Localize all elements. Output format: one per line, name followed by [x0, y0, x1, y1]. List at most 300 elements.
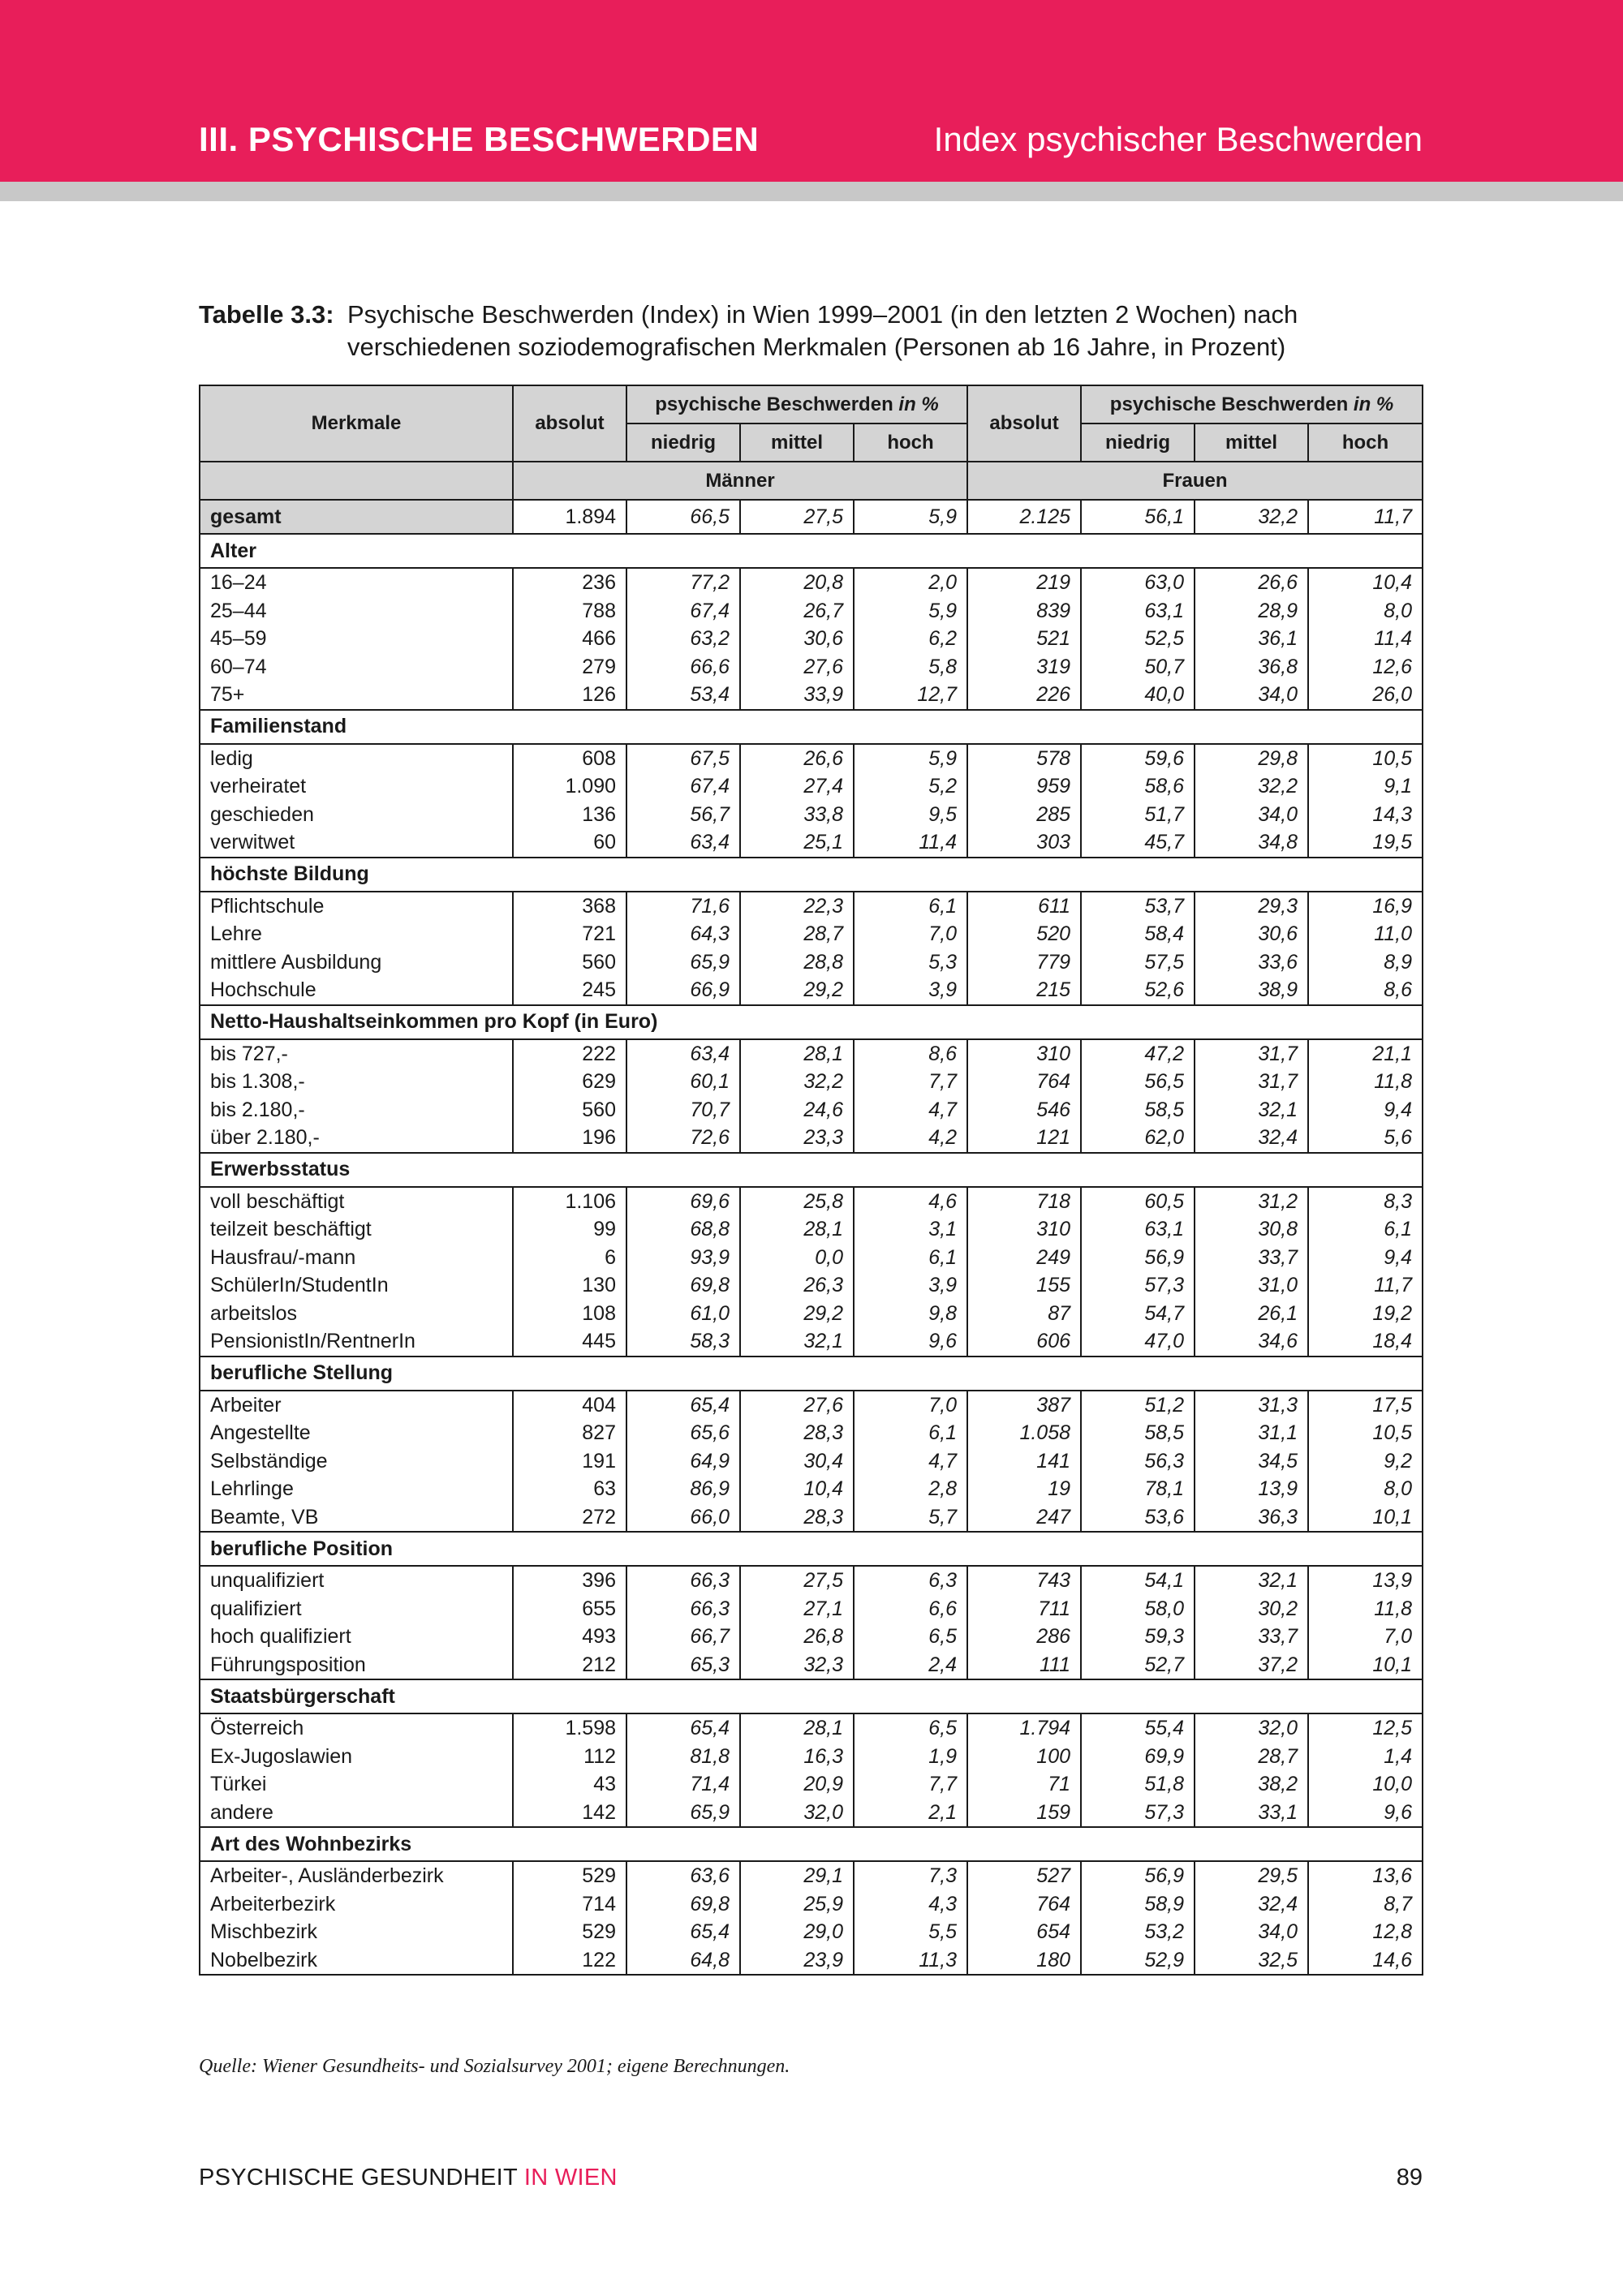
cell-mittel-m: 28,7 — [740, 920, 854, 948]
cell-absolut-w: 310 — [967, 1039, 1081, 1068]
cell-absolut-w: 215 — [967, 976, 1081, 1005]
cell-mittel-m: 20,9 — [740, 1770, 854, 1799]
cell-hoch-m: 4,3 — [854, 1890, 967, 1919]
cell-hoch-m: 7,7 — [854, 1068, 967, 1096]
cell-absolut-w: 249 — [967, 1244, 1081, 1272]
cell-mittel-m: 27,6 — [740, 653, 854, 681]
cell-absolut-w: 1.794 — [967, 1713, 1081, 1743]
cell-absolut-w: 121 — [967, 1124, 1081, 1153]
table-row — [200, 1068, 1423, 1096]
cell-hoch-m: 9,8 — [854, 1300, 967, 1328]
cell-hoch-w: 12,8 — [1308, 1918, 1423, 1946]
cell-niedrig-m: 65,4 — [626, 1391, 740, 1420]
cell-hoch-w: 16,9 — [1308, 892, 1423, 921]
cell-hoch-m: 5,8 — [854, 653, 967, 681]
cell-absolut-m: 1.106 — [513, 1187, 626, 1216]
cell-absolut-m: 629 — [513, 1068, 626, 1096]
group-title: Erwerbsstatus — [200, 1153, 1423, 1187]
cell-hoch-m: 6,1 — [854, 1419, 967, 1447]
table-row — [200, 1096, 1423, 1124]
cell-absolut-w: 743 — [967, 1566, 1081, 1595]
cell-mittel-w: 29,8 — [1195, 744, 1308, 773]
cell-niedrig-m: 65,6 — [626, 1419, 740, 1447]
group-header-row — [200, 1357, 1423, 1391]
cell-niedrig-w: 51,2 — [1081, 1391, 1195, 1420]
cell-absolut-w: 141 — [967, 1447, 1081, 1476]
cell-absolut-w: 310 — [967, 1215, 1081, 1244]
cell-mittel-w: 30,2 — [1195, 1595, 1308, 1623]
cell-hoch-w: 10,1 — [1308, 1651, 1423, 1680]
cell-absolut-w: 611 — [967, 892, 1081, 921]
cell-niedrig-w: 56,5 — [1081, 1068, 1195, 1096]
row-label: bis 2.180,- — [200, 1096, 513, 1124]
cell-absolut-w: 285 — [967, 801, 1081, 829]
cell-niedrig-m: 56,7 — [626, 801, 740, 829]
footer-title — [199, 2165, 618, 2191]
cell-niedrig-m: 65,4 — [626, 1918, 740, 1946]
row-label: voll beschäftigt — [200, 1187, 513, 1216]
row-label: 25–44 — [200, 597, 513, 626]
cell-niedrig-m: 77,2 — [626, 568, 740, 597]
cell-absolut-w: 87 — [967, 1300, 1081, 1328]
cell-absolut-m: 493 — [513, 1623, 626, 1651]
cell-hoch-w: 9,1 — [1308, 772, 1423, 801]
cell-hoch-m: 5,2 — [854, 772, 967, 801]
row-label: Lehrlinge — [200, 1475, 513, 1503]
cell-hoch-m: 3,1 — [854, 1215, 967, 1244]
cell-hoch-m: 12,7 — [854, 681, 967, 710]
table-caption — [199, 299, 1424, 363]
group-header-row — [200, 1679, 1423, 1713]
cell-hoch-m: 6,2 — [854, 625, 967, 653]
cell-niedrig-m: 64,9 — [626, 1447, 740, 1476]
row-label: Ex-Jugoslawien — [200, 1743, 513, 1771]
cell-hoch-w: 8,3 — [1308, 1187, 1423, 1216]
cell-mittel-m: 25,9 — [740, 1890, 854, 1919]
cell-absolut-w: 764 — [967, 1890, 1081, 1919]
cell-hoch-w: 9,4 — [1308, 1096, 1423, 1124]
cell-mittel-m: 29,2 — [740, 1300, 854, 1328]
cell-niedrig-m: 63,6 — [626, 1861, 740, 1890]
cell-hoch-m: 9,5 — [854, 801, 967, 829]
cell-mittel-m: 26,6 — [740, 744, 854, 773]
cell-absolut-m: 1.894 — [513, 500, 626, 534]
cell-absolut-w: 521 — [967, 625, 1081, 653]
cell-niedrig-m: 58,3 — [626, 1327, 740, 1357]
cell-niedrig-w: 60,5 — [1081, 1187, 1195, 1216]
cell-hoch-m: 2,8 — [854, 1475, 967, 1503]
cell-hoch-w: 9,2 — [1308, 1447, 1423, 1476]
cell-hoch-m: 11,3 — [854, 1946, 967, 1976]
cell-mittel-w: 28,9 — [1195, 597, 1308, 626]
cell-absolut-w: 286 — [967, 1623, 1081, 1651]
row-label: Österreich — [200, 1713, 513, 1743]
table-row — [200, 801, 1423, 829]
cell-hoch-w: 8,6 — [1308, 976, 1423, 1005]
cell-hoch-m: 6,5 — [854, 1713, 967, 1743]
table-row — [200, 1651, 1423, 1680]
cell-hoch-w: 19,5 — [1308, 828, 1423, 858]
row-label: bis 727,- — [200, 1039, 513, 1068]
cell-mittel-m: 27,6 — [740, 1391, 854, 1420]
cell-hoch-m: 4,2 — [854, 1124, 967, 1153]
cell-niedrig-m: 65,9 — [626, 948, 740, 977]
row-label: teilzeit beschäftigt — [200, 1215, 513, 1244]
cell-mittel-m: 28,3 — [740, 1503, 854, 1533]
page-number: 89 — [1396, 2165, 1423, 2191]
header-niedrig-women: niedrig — [1081, 424, 1195, 462]
cell-mittel-m: 10,4 — [740, 1475, 854, 1503]
cell-niedrig-w: 56,1 — [1081, 500, 1195, 534]
table-row — [200, 1244, 1423, 1272]
source-note: Quelle: Wiener Gesundheits- und Sozialsurvey 2001; eigene Berechnungen. — [199, 2056, 790, 2077]
table-row — [200, 1187, 1423, 1216]
cell-hoch-m: 4,7 — [854, 1096, 967, 1124]
table-row — [200, 1770, 1423, 1799]
cell-mittel-m: 33,8 — [740, 801, 854, 829]
cell-mittel-m: 24,6 — [740, 1096, 854, 1124]
table-row — [200, 1743, 1423, 1771]
cell-hoch-m: 1,9 — [854, 1743, 967, 1771]
cell-niedrig-w: 53,2 — [1081, 1918, 1195, 1946]
cell-absolut-m: 1.090 — [513, 772, 626, 801]
row-label: arbeitslos — [200, 1300, 513, 1328]
row-label: 75+ — [200, 681, 513, 710]
cell-absolut-w: 520 — [967, 920, 1081, 948]
cell-hoch-w: 14,6 — [1308, 1946, 1423, 1976]
table-row — [200, 625, 1423, 653]
cell-niedrig-m: 67,4 — [626, 597, 740, 626]
cell-absolut-w: 527 — [967, 1861, 1081, 1890]
row-label: gesamt — [200, 500, 513, 534]
cell-hoch-m: 6,1 — [854, 892, 967, 921]
cell-absolut-w: 839 — [967, 597, 1081, 626]
cell-hoch-w: 12,5 — [1308, 1713, 1423, 1743]
table-row — [200, 1595, 1423, 1623]
group-title: Familienstand — [200, 710, 1423, 744]
cell-hoch-w: 9,4 — [1308, 1244, 1423, 1272]
cell-niedrig-w: 51,7 — [1081, 801, 1195, 829]
row-label: SchülerIn/StudentIn — [200, 1271, 513, 1300]
cell-hoch-m: 4,7 — [854, 1447, 967, 1476]
cell-niedrig-w: 56,9 — [1081, 1244, 1195, 1272]
cell-mittel-m: 23,3 — [740, 1124, 854, 1153]
header-group-women-text: psychische Beschwerden — [1109, 393, 1349, 415]
cell-absolut-w: 1.058 — [967, 1419, 1081, 1447]
cell-niedrig-w: 58,5 — [1081, 1096, 1195, 1124]
cell-hoch-m: 7,7 — [854, 1770, 967, 1799]
cell-hoch-m: 4,6 — [854, 1187, 967, 1216]
cell-niedrig-w: 63,0 — [1081, 568, 1195, 597]
cell-niedrig-m: 60,1 — [626, 1068, 740, 1096]
cell-hoch-w: 9,6 — [1308, 1799, 1423, 1828]
cell-mittel-w: 33,7 — [1195, 1623, 1308, 1651]
cell-niedrig-w: 57,5 — [1081, 948, 1195, 977]
cell-absolut-w: 319 — [967, 653, 1081, 681]
cell-niedrig-w: 78,1 — [1081, 1475, 1195, 1503]
cell-hoch-m: 5,9 — [854, 744, 967, 773]
table-row — [200, 1419, 1423, 1447]
cell-niedrig-w: 63,1 — [1081, 1215, 1195, 1244]
row-label: verheiratet — [200, 772, 513, 801]
table-row — [200, 1039, 1423, 1068]
cell-niedrig-w: 57,3 — [1081, 1799, 1195, 1828]
row-label: Lehre — [200, 920, 513, 948]
cell-hoch-m: 5,9 — [854, 597, 967, 626]
cell-mittel-m: 27,1 — [740, 1595, 854, 1623]
header-hoch-men: hoch — [854, 424, 967, 462]
cell-mittel-m: 32,1 — [740, 1327, 854, 1357]
group-title: berufliche Stellung — [200, 1357, 1423, 1391]
table-row — [200, 976, 1423, 1005]
cell-niedrig-w: 51,8 — [1081, 1770, 1195, 1799]
cell-absolut-m: 560 — [513, 948, 626, 977]
cell-niedrig-m: 64,3 — [626, 920, 740, 948]
cell-niedrig-w: 52,9 — [1081, 1946, 1195, 1976]
table-row — [200, 597, 1423, 626]
row-label: Führungsposition — [200, 1651, 513, 1680]
row-label: 45–59 — [200, 625, 513, 653]
group-title: Staatsbürgerschaft — [200, 1679, 1423, 1713]
cell-absolut-w: 303 — [967, 828, 1081, 858]
cell-niedrig-w: 69,9 — [1081, 1743, 1195, 1771]
cell-mittel-w: 31,7 — [1195, 1068, 1308, 1096]
cell-mittel-m: 26,7 — [740, 597, 854, 626]
cell-niedrig-m: 63,4 — [626, 828, 740, 858]
cell-mittel-m: 26,8 — [740, 1623, 854, 1651]
header-absolut-women: absolut — [967, 385, 1081, 462]
cell-hoch-m: 5,5 — [854, 1918, 967, 1946]
cell-mittel-w: 37,2 — [1195, 1651, 1308, 1680]
cell-niedrig-m: 69,8 — [626, 1890, 740, 1919]
cell-niedrig-w: 52,5 — [1081, 625, 1195, 653]
row-label: Arbeiterbezirk — [200, 1890, 513, 1919]
row-label: Pflichtschule — [200, 892, 513, 921]
group-header-row — [200, 1532, 1423, 1566]
header-rule — [0, 182, 1623, 201]
cell-niedrig-w: 53,7 — [1081, 892, 1195, 921]
cell-niedrig-m: 67,5 — [626, 744, 740, 773]
cell-mittel-m: 28,1 — [740, 1713, 854, 1743]
table-row — [200, 1391, 1423, 1420]
cell-mittel-w: 38,9 — [1195, 976, 1308, 1005]
cell-niedrig-w: 47,0 — [1081, 1327, 1195, 1357]
cell-absolut-m: 122 — [513, 1946, 626, 1976]
cell-niedrig-m: 61,0 — [626, 1300, 740, 1328]
cell-absolut-m: 212 — [513, 1651, 626, 1680]
cell-niedrig-m: 53,4 — [626, 681, 740, 710]
cell-niedrig-m: 63,2 — [626, 625, 740, 653]
row-label: Angestellte — [200, 1419, 513, 1447]
cell-absolut-m: 721 — [513, 920, 626, 948]
cell-niedrig-m: 66,0 — [626, 1503, 740, 1533]
cell-mittel-m: 28,1 — [740, 1039, 854, 1068]
row-label: Arbeiter — [200, 1391, 513, 1420]
cell-mittel-w: 34,0 — [1195, 1918, 1308, 1946]
row-label: Nobelbezirk — [200, 1946, 513, 1976]
cell-absolut-m: 130 — [513, 1271, 626, 1300]
cell-mittel-w: 30,6 — [1195, 920, 1308, 948]
header-group-men-text: psychische Beschwerden — [655, 393, 893, 415]
cell-niedrig-w: 58,5 — [1081, 1419, 1195, 1447]
cell-hoch-w: 11,7 — [1308, 500, 1423, 534]
cell-absolut-m: 272 — [513, 1503, 626, 1533]
cell-hoch-w: 14,3 — [1308, 801, 1423, 829]
cell-hoch-w: 5,6 — [1308, 1124, 1423, 1153]
table-row — [200, 568, 1423, 597]
cell-mittel-m: 27,5 — [740, 1566, 854, 1595]
row-label: 16–24 — [200, 568, 513, 597]
cell-mittel-w: 34,8 — [1195, 828, 1308, 858]
table-row — [200, 1503, 1423, 1533]
cell-absolut-m: 236 — [513, 568, 626, 597]
table-row — [200, 1799, 1423, 1828]
table-row — [200, 653, 1423, 681]
footer-title-highlight: IN WIEN — [523, 2165, 618, 2191]
cell-absolut-m: 63 — [513, 1475, 626, 1503]
cell-hoch-m: 6,5 — [854, 1623, 967, 1651]
row-label: Türkei — [200, 1770, 513, 1799]
row-label: Hausfrau/-mann — [200, 1244, 513, 1272]
table-row — [200, 920, 1423, 948]
cell-mittel-w: 34,0 — [1195, 801, 1308, 829]
cell-absolut-w: 155 — [967, 1271, 1081, 1300]
cell-niedrig-m: 68,8 — [626, 1215, 740, 1244]
cell-mittel-m: 22,3 — [740, 892, 854, 921]
cell-absolut-w: 387 — [967, 1391, 1081, 1420]
cell-mittel-w: 28,7 — [1195, 1743, 1308, 1771]
header-group-women — [1081, 385, 1423, 424]
cell-hoch-m: 11,4 — [854, 828, 967, 858]
row-label: Hochschule — [200, 976, 513, 1005]
cell-niedrig-m: 71,6 — [626, 892, 740, 921]
row-label: andere — [200, 1799, 513, 1828]
cell-hoch-w: 13,9 — [1308, 1566, 1423, 1595]
cell-hoch-w: 10,5 — [1308, 1419, 1423, 1447]
total-row — [200, 500, 1423, 534]
header-empty — [200, 462, 513, 500]
cell-niedrig-w: 55,4 — [1081, 1713, 1195, 1743]
cell-mittel-w: 32,1 — [1195, 1096, 1308, 1124]
cell-mittel-w: 31,3 — [1195, 1391, 1308, 1420]
cell-mittel-w: 32,4 — [1195, 1890, 1308, 1919]
cell-hoch-m: 5,9 — [854, 500, 967, 534]
cell-absolut-m: 788 — [513, 597, 626, 626]
table-row — [200, 1713, 1423, 1743]
cell-absolut-m: 608 — [513, 744, 626, 773]
group-header-row — [200, 1005, 1423, 1039]
cell-mittel-w: 31,2 — [1195, 1187, 1308, 1216]
cell-mittel-w: 32,1 — [1195, 1566, 1308, 1595]
table-row — [200, 1300, 1423, 1328]
cell-absolut-w: 219 — [967, 568, 1081, 597]
row-label: mittlere Ausbildung — [200, 948, 513, 977]
data-table — [199, 385, 1423, 1976]
cell-niedrig-m: 69,6 — [626, 1187, 740, 1216]
cell-mittel-w: 29,5 — [1195, 1861, 1308, 1890]
row-label: 60–74 — [200, 653, 513, 681]
cell-niedrig-w: 56,3 — [1081, 1447, 1195, 1476]
row-label: Mischbezirk — [200, 1918, 513, 1946]
cell-hoch-w: 10,4 — [1308, 568, 1423, 597]
cell-hoch-w: 21,1 — [1308, 1039, 1423, 1068]
cell-mittel-m: 32,0 — [740, 1799, 854, 1828]
cell-hoch-w: 18,4 — [1308, 1327, 1423, 1357]
cell-mittel-w: 34,0 — [1195, 681, 1308, 710]
row-label: geschieden — [200, 801, 513, 829]
cell-hoch-m: 6,1 — [854, 1244, 967, 1272]
table-row — [200, 744, 1423, 773]
header-group-men-unit: in % — [898, 393, 939, 415]
cell-absolut-w: 100 — [967, 1743, 1081, 1771]
table-row — [200, 681, 1423, 710]
cell-mittel-m: 29,0 — [740, 1918, 854, 1946]
row-label: hoch qualifiziert — [200, 1623, 513, 1651]
cell-niedrig-m: 71,4 — [626, 1770, 740, 1799]
cell-absolut-w: 71 — [967, 1770, 1081, 1799]
cell-absolut-m: 279 — [513, 653, 626, 681]
cell-hoch-m: 2,1 — [854, 1799, 967, 1828]
table-row — [200, 1566, 1423, 1595]
cell-niedrig-w: 53,6 — [1081, 1503, 1195, 1533]
table-row — [200, 1447, 1423, 1476]
cell-mittel-m: 25,1 — [740, 828, 854, 858]
caption-text: Psychische Beschwerden (Index) in Wien 1999–2001 (in den letzten 2 Wochen) nach verschiedenen soziodemografischen Merkmalen (Personen ab 16 Jahre, in Prozent) — [347, 300, 1298, 361]
row-label: Arbeiter-, Ausländerbezirk — [200, 1861, 513, 1890]
cell-mittel-w: 33,6 — [1195, 948, 1308, 977]
cell-hoch-w: 8,0 — [1308, 1475, 1423, 1503]
cell-absolut-w: 578 — [967, 744, 1081, 773]
cell-mittel-m: 30,4 — [740, 1447, 854, 1476]
cell-hoch-m: 9,6 — [854, 1327, 967, 1357]
cell-niedrig-w: 45,7 — [1081, 828, 1195, 858]
group-header-row — [200, 710, 1423, 744]
cell-hoch-w: 8,0 — [1308, 597, 1423, 626]
group-header-row — [200, 858, 1423, 892]
table-row — [200, 1475, 1423, 1503]
cell-niedrig-m: 65,9 — [626, 1799, 740, 1828]
header-group-women-unit: in % — [1353, 393, 1394, 415]
cell-niedrig-w: 54,1 — [1081, 1566, 1195, 1595]
cell-hoch-m: 7,0 — [854, 920, 967, 948]
cell-niedrig-m: 65,3 — [626, 1651, 740, 1680]
cell-mittel-m: 30,6 — [740, 625, 854, 653]
table-row — [200, 1918, 1423, 1946]
cell-niedrig-m: 67,4 — [626, 772, 740, 801]
cell-niedrig-w: 59,3 — [1081, 1623, 1195, 1651]
cell-niedrig-m: 66,7 — [626, 1623, 740, 1651]
group-title: Netto-Haushaltseinkommen pro Kopf (in Euro) — [200, 1005, 1423, 1039]
group-title: Alter — [200, 534, 1423, 568]
cell-absolut-m: 108 — [513, 1300, 626, 1328]
cell-niedrig-w: 62,0 — [1081, 1124, 1195, 1153]
cell-hoch-w: 7,0 — [1308, 1623, 1423, 1651]
cell-hoch-m: 6,3 — [854, 1566, 967, 1595]
cell-mittel-m: 27,4 — [740, 772, 854, 801]
header-women: Frauen — [967, 462, 1423, 500]
cell-absolut-m: 196 — [513, 1124, 626, 1153]
cell-absolut-m: 529 — [513, 1918, 626, 1946]
cell-absolut-m: 404 — [513, 1391, 626, 1420]
cell-niedrig-m: 70,7 — [626, 1096, 740, 1124]
cell-absolut-m: 560 — [513, 1096, 626, 1124]
table-row — [200, 1946, 1423, 1976]
cell-niedrig-m: 81,8 — [626, 1743, 740, 1771]
header-merkmale: Merkmale — [200, 385, 513, 462]
cell-mittel-m: 0,0 — [740, 1244, 854, 1272]
cell-hoch-m: 7,3 — [854, 1861, 967, 1890]
cell-absolut-m: 1.598 — [513, 1713, 626, 1743]
